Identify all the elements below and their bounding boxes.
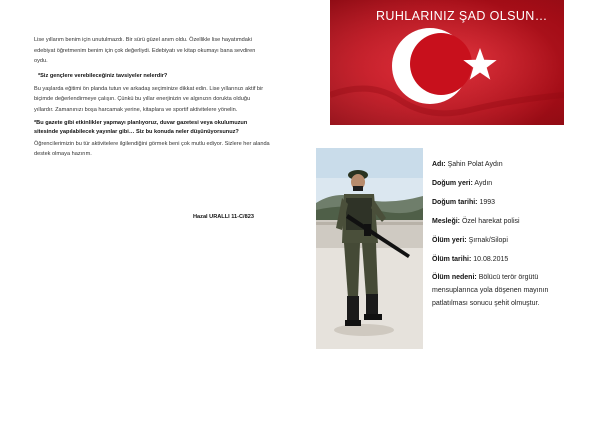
birthdate-label: Doğum tarihi:	[432, 199, 478, 206]
profession-label: Mesleği:	[432, 218, 461, 225]
turkish-flag-banner	[330, 0, 564, 125]
death-place-value: Şırnak/Silopi	[468, 237, 508, 244]
death-reason-label: Ölüm nedeni:	[432, 274, 477, 281]
info-birthplace	[432, 179, 582, 188]
paragraph-support: Öğrencilerimizin bu tür aktivitelere ilgilendiğini görmek beni çok mutlu ediyor. Sizlere her alanda destek olmaya hazırım.	[34, 140, 270, 158]
birthdate-value: 1993	[479, 199, 496, 206]
death-place-label: Ölüm yeri:	[432, 237, 467, 244]
info-death-reason	[432, 271, 582, 310]
death-date-label: Ölüm tarihi:	[432, 256, 472, 263]
name-label: Adı:	[432, 161, 446, 168]
profession-value: Özel harekat polisi	[461, 218, 520, 225]
martyr-info	[432, 160, 582, 320]
interview-column	[34, 35, 270, 160]
paragraph-memories: Lise yıllarım benim için unutulmazdı. Bir sürü güzel anım oldu. Özellikle lise hayatımdaki edebiyat öğretmenim benim için çok değerliydi. Edebiyatı ve kitap okumayı bana sevdiren oydu.	[34, 37, 256, 65]
death-date-value: 10.08.2015	[473, 256, 509, 263]
question-advice: *Siz gençlere verebileceğiniz tavsiyeler nelerdir?	[38, 72, 168, 79]
officer-photo	[316, 148, 423, 349]
name-value: Şahin Polat Aydın	[447, 161, 503, 168]
info-death-date	[432, 255, 582, 264]
info-profession	[432, 217, 582, 226]
paragraph-advice: Bu yaşlarda eğitimi ön planda tutun ve arkadaş seçiminize dikkat edin. Lise yıllarınızı aktif bir biçimde değerlendirmeye çalışın. Çünkü bu yıllar enerjinizin ve algınızın dorukta olduğu yıllardır. Zamanınızı boşa harcamak yerine, kitaplara ve sportif aktivitelere yönelin.	[34, 85, 264, 113]
birthplace-label: Doğum yeri:	[432, 180, 473, 187]
question-activities: *Bu gazete gibi etkinlikler yapmayı planlıyoruz, duvar gazetesi veya okulumuzun sitesinde yapılabilecek yayınlar gibi… Siz bu konuda neler düşünüyorsunuz?	[34, 119, 248, 135]
death-reason-value: Bölücü terör örgütü mensuplarınca yola döşenen mayının patlatılması sonucu şehit olmuştur.	[432, 274, 549, 307]
birthplace-value: Aydın	[474, 180, 493, 187]
info-birthdate	[432, 198, 582, 207]
author-signature: Hazal URALLI 11-C/823	[193, 214, 254, 220]
banner-title: RUHLARINIZ ŞAD OLSUN…	[376, 9, 548, 23]
info-name	[432, 160, 582, 169]
info-death-place	[432, 236, 582, 245]
